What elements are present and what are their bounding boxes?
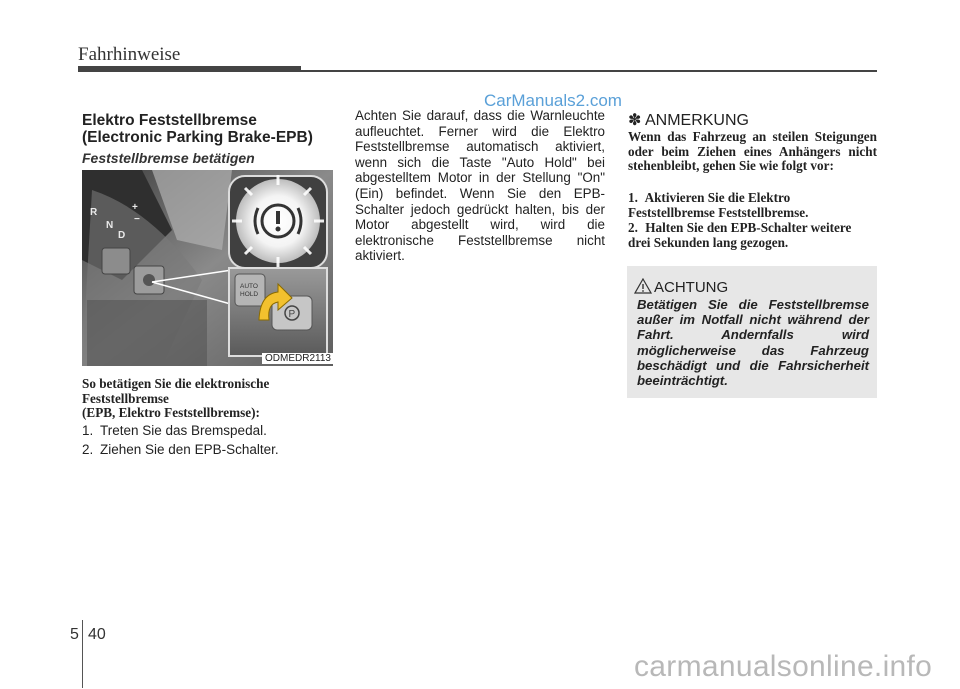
section-subheading: Feststellbremse betätigen xyxy=(82,150,255,166)
note-title-text: ANMERKUNG xyxy=(644,112,749,129)
figure-caption: ODMEDR2113 xyxy=(262,353,334,364)
note-item-text: Aktivieren Sie die Elektro Feststellbremse Feststellbremse. xyxy=(628,190,809,220)
gear-label: N xyxy=(106,220,114,231)
steps-title xyxy=(82,377,342,421)
asterisk-icon: ✽ xyxy=(628,112,642,129)
page-number: 40 xyxy=(88,626,106,643)
steps-title-line3: (EPB, Elektro Feststellbremse): xyxy=(82,405,260,421)
body-paragraph: Achten Sie darauf, dass die Warnleuchte aufleuchtet. Ferner wird die Elektro Feststellbremse automatisch aktiviert, wenn sich die Taste "Auto Hold" bei abgestelltem Motor in der Stellung "On" (Ein) befindet. Wenn Sie den EPB-Schalter jedoch gedrückt halten, bis der Motor abgestellt wird, wird die elektronische Feststellbremse nicht aktiviert. xyxy=(355,108,605,264)
note-item-number: 1. xyxy=(628,190,638,205)
auto-hold-label-auto: AUTO xyxy=(240,283,258,290)
section-heading-line1: Elektro Feststellbremse xyxy=(82,112,257,129)
step-text: Treten Sie das Bremspedal. xyxy=(100,423,267,438)
note-item-text: Halten Sie den EPB-Schalter weitere drei Sekunden lang gezogen. xyxy=(628,220,852,250)
header-rule-thin xyxy=(301,70,877,72)
epb-illustration xyxy=(82,170,333,366)
warning-title: ACHTUNG xyxy=(654,279,729,296)
gear-label: − xyxy=(134,214,140,225)
note-title xyxy=(628,110,749,130)
watermark-link[interactable]: CarManuals2.com xyxy=(484,91,622,110)
auto-hold-label-hold: HOLD xyxy=(240,291,259,298)
section-number: 5 xyxy=(70,626,79,643)
gear-label: R xyxy=(90,207,98,218)
list-item xyxy=(82,442,279,457)
header-rule-thick xyxy=(78,66,301,72)
list-item xyxy=(628,191,877,220)
step-number: 2. xyxy=(82,442,94,457)
steps-title-line1: So betätigen Sie die elektronische xyxy=(82,376,270,391)
section-heading-line2: (Electronic Parking Brake-EPB) xyxy=(82,129,313,146)
list-item xyxy=(82,423,267,438)
step-text: Ziehen Sie den EPB-Schalter. xyxy=(100,442,279,457)
footer-watermark: carmanualsonline.info xyxy=(634,650,933,683)
page-divider xyxy=(82,620,83,688)
step-number: 1. xyxy=(82,423,94,438)
section-heading xyxy=(82,112,342,146)
warning-text: Betätigen Sie die Feststellbremse außer im Notfall nicht während der Fahrt. Andernfalls wird möglicherweise das Fahrzeug beschädigt und die Fahrsicherheit beeinträchtigt. xyxy=(637,297,869,389)
epb-figure xyxy=(82,170,333,366)
svg-text:P: P xyxy=(288,309,296,320)
header-title: Fahrhinweise xyxy=(78,44,181,65)
list-item xyxy=(628,221,877,250)
gear-label: + xyxy=(132,202,138,213)
note-intro: Wenn das Fahrzeug an steilen Steigungen oder beim Ziehen eines Anhängers nicht stehenbleibt, gehen Sie wie folgt vor: xyxy=(628,129,877,174)
gear-label: D xyxy=(118,230,126,241)
steps-title-line2: Feststellbremse xyxy=(82,390,169,406)
note-item-number: 2. xyxy=(628,220,638,235)
warning-triangle-icon xyxy=(634,278,652,294)
